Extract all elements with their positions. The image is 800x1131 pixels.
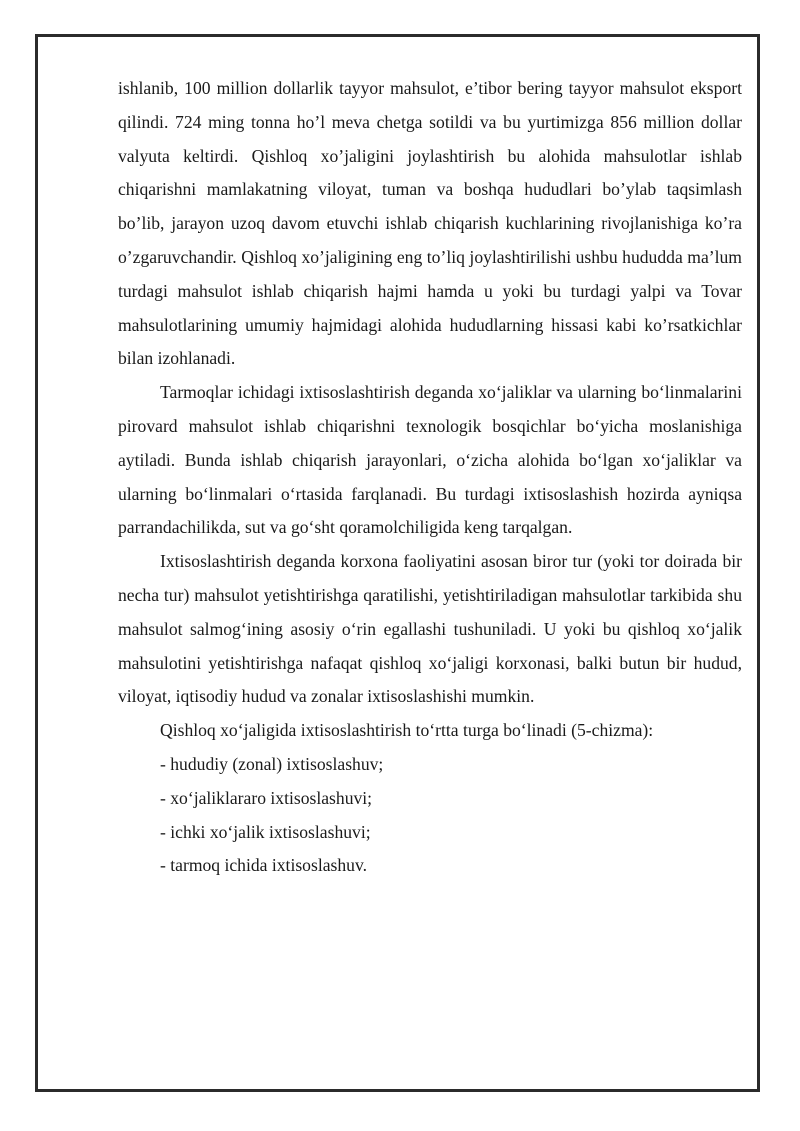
document-body — [118, 72, 742, 883]
paragraph-continuation: ishlanib, 100 million dollarlik tayyor mahsulot, e’tibor bering tayyor mahsulot eksport qilindi. 724 ming tonna ho’l meva chetga sotildi va bu yurtimizga 856 million dollar valyuta keltirdi. Qishloq xo’jaligini joylashtirish bu alohida mahsulotlar ishlab chiqarishni mamlakatning viloyat, tuman va boshqa hududlari bo’ylab taqsimlash bo’lib, jarayon uzoq davom etuvchi ishlab chiqarish kuchlarining rivojlanishiga ko’ra o’zgaruvchandir. Qishloq xo’jaligining eng to’liq joylashtirilishi ushbu hududda ma’lum turdagi mahsulot ishlab chiqarish hajmi hamda u yoki bu turdagi yalpi va Tovar mahsulotlarining umumiy hajmidagi alohida hududlarning hissasi kabi ko’rsatkichlar bilan izohlanadi. — [118, 78, 742, 369]
list-item-intra-sector: - tarmoq ichida ixtisoslashuv. — [160, 855, 368, 876]
paragraph-specialization-definition: Ixtisoslashtirish deganda korxona faoliyatini asosan biror tur (yoki tor doirada bir necha tur) mahsulot yetishtirishga qaratilishi, yetishtiriladigan mahsulotlar tarkibida shu mahsulot salmog‘ining asosiy o‘rin egallashi tushuniladi. U yoki bu qishloq xo‘jalik mahsulotini yetishtirishga nafaqat qishloq xo‘jaligi korxonasi, balki butun bir hudud, viloyat, iqtisodiy hudud va zonalar ixtisoslashishi mumkin. — [118, 551, 742, 707]
list-item-intra-farm: - ichki xo‘jalik ixtisoslashuvi; — [160, 821, 371, 842]
paragraph-specialization-types-intro: Qishloq xo‘jaligida ixtisoslashtirish to‘rtta turga bo‘linadi (5-chizma): — [160, 720, 654, 741]
paragraph-sectoral-specialization: Tarmoqlar ichidagi ixtisoslashtirish deganda xo‘jaliklar va ularning bo‘linmalarini pirovard mahsulot ishlab chiqarishni texnologik bosqichlar bo‘yicha moslanishiga aytiladi. Bunda ishlab chiqarish jarayonlari, o‘zicha alohida bo‘lgan xo‘jaliklar va ularning bo‘linmalari o‘rtasida farqlanadi. Bu turdagi ixtisoslashish hozirda ayniqsa parrandachilikda, sut va go‘sht qoramolchiligida keng tarqalgan. — [118, 382, 742, 538]
list-item-inter-farm: - xo‘jaliklararo ixtisoslashuvi; — [160, 787, 373, 808]
list-item-zonal: - hududiy (zonal) ixtisoslashuv; — [160, 753, 384, 774]
